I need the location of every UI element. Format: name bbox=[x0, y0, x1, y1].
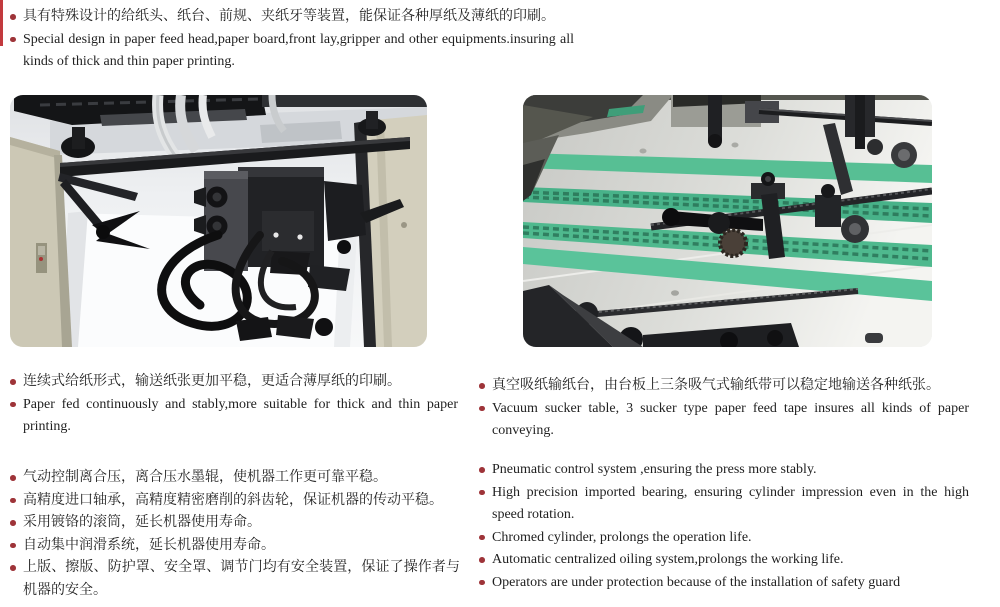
photo-paper-feed-head bbox=[10, 95, 427, 347]
paper-feed-head-illustration bbox=[10, 95, 427, 347]
photo-vacuum-sucker-table bbox=[523, 95, 932, 347]
bullet-item: 上版、擦版、防护罩、安全罩、调节门均有安全装置，保证了操作者与机器的安全。 bbox=[8, 557, 460, 602]
intro-bullet-list bbox=[8, 6, 574, 74]
bullet-item: 自动集中润滑系统，延长机器使用寿命。 bbox=[8, 535, 460, 558]
bullet-item: Automatic centralized oiling system,prolongs the working life. bbox=[477, 549, 969, 572]
bullet-item: Chromed cylinder, prolongs the operation life. bbox=[477, 527, 969, 550]
bullet-item: 采用镀铬的滚筒，延长机器使用寿命。 bbox=[8, 512, 460, 535]
bullet-item: 气动控制离合压，离合压水墨辊，使机器工作更可靠平稳。 bbox=[8, 467, 460, 490]
bullet-item: Vacuum sucker table, 3 sucker type paper feed tape insures all kinds of paper conveying. bbox=[477, 398, 969, 443]
bullet-item: 具有特殊设计的给纸头、纸台、前规、夹纸牙等装置，能保证各种厚纸及薄纸的印刷。 bbox=[8, 6, 574, 29]
bullet-item: Special design in paper feed head,paper board,front lay,gripper and other equipments.insuring all kinds of thick and thin paper printing. bbox=[8, 29, 574, 74]
vacuum-sucker-table-illustration bbox=[523, 95, 932, 347]
bullet-item: Pneumatic control system ,ensuring the press more stably. bbox=[477, 459, 969, 482]
bullet-item: Paper fed continuously and stably,more suitable for thick and thin paper printing. bbox=[8, 394, 458, 439]
scan-edge-artifact bbox=[0, 0, 3, 46]
left-feed-bullet-list bbox=[8, 371, 458, 439]
bullet-item: 连续式给纸形式，输送纸张更加平稳，更适合薄厚纸的印刷。 bbox=[8, 371, 458, 394]
bullet-item: High precision imported bearing, ensuring cylinder impression even in the high speed rotation. bbox=[477, 482, 969, 527]
left-features-bullet-list bbox=[8, 467, 460, 602]
right-features-bullet-list bbox=[477, 459, 969, 594]
right-vacuum-bullet-list bbox=[477, 375, 969, 443]
bullet-item: Operators are under protection because of the installation of safety guard bbox=[477, 572, 969, 595]
bullet-item: 高精度进口轴承，高精度精密磨削的斜齿轮，保证机器的传动平稳。 bbox=[8, 490, 460, 513]
bullet-item: 真空吸纸输纸台，由台板上三条吸气式输纸带可以稳定地输送各种纸张。 bbox=[477, 375, 969, 398]
